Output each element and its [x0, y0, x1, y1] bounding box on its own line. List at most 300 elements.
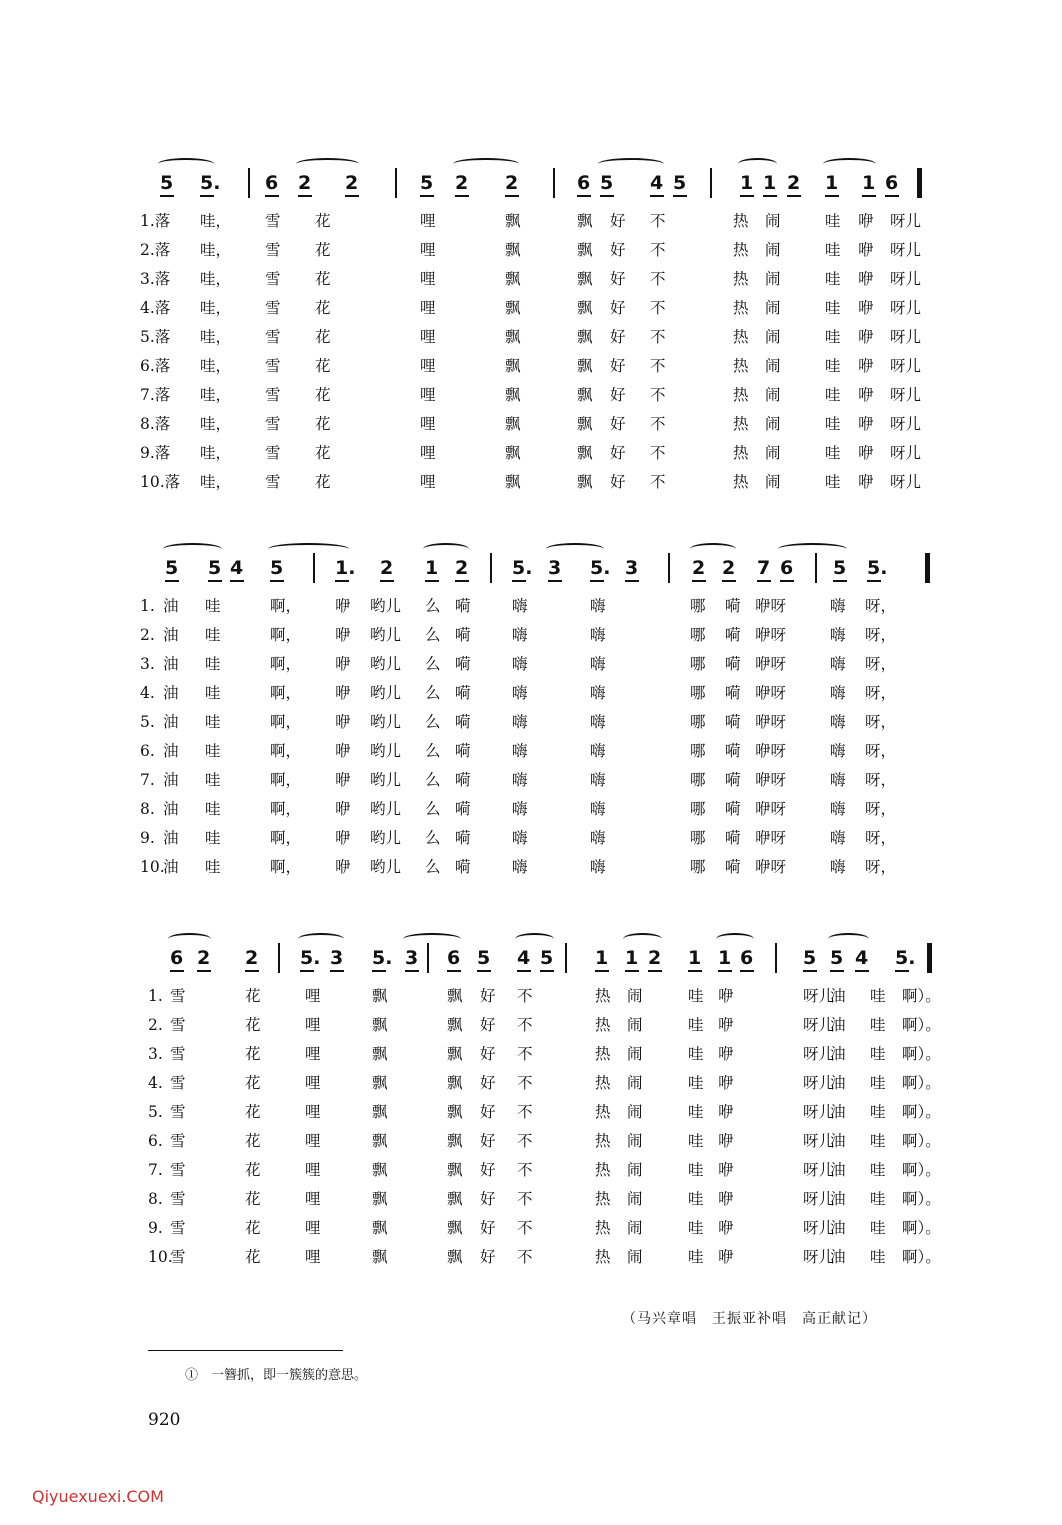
lyric-syllable: 呀儿 [803, 1248, 835, 1266]
beam-underline [455, 195, 469, 197]
lyric-syllable: 咿 [718, 1190, 734, 1208]
lyric-syllable: 油 [163, 597, 179, 615]
lyric-syllable: 嗬 [455, 858, 471, 876]
lyric-syllable: 嗬 [455, 626, 471, 644]
lyric-syllable: 飘 [372, 1016, 388, 1034]
note: 6 [265, 172, 279, 194]
bar-line [395, 168, 397, 198]
note: 2 [197, 947, 211, 969]
lyric-syllable: 么 [425, 829, 441, 847]
note: 5 [477, 947, 491, 969]
lyric-syllable: 不 [517, 1161, 533, 1179]
note: 2 [455, 557, 469, 579]
note: 3 [548, 557, 562, 579]
lyric-syllable: 飘 [505, 328, 521, 346]
lyric-syllable: 不 [650, 444, 666, 462]
lyric-syllable: 嗬 [725, 655, 741, 673]
lyric-syllable: 咿呀 [755, 684, 787, 702]
slur-mark [828, 933, 869, 945]
lyric-syllable: 哇 [825, 270, 841, 288]
bar-line [427, 943, 429, 973]
lyric-syllable: 不 [650, 415, 666, 433]
lyric-syllable: 雪 [170, 1016, 186, 1034]
lyric-syllable: 啊）。 [902, 1161, 941, 1179]
lyric-syllable: 哇 [688, 1161, 704, 1179]
lyric-syllable: 么 [425, 597, 441, 615]
lyric-syllable: 嗬 [725, 829, 741, 847]
lyric-syllable: 哟儿 [370, 684, 402, 702]
lyric-syllable: 雪 [265, 386, 281, 404]
lyric-syllable: 不 [517, 1016, 533, 1034]
lyric-syllable: 闹 [627, 1045, 643, 1063]
lyric-syllable: 嗨 [512, 829, 528, 847]
lyric-syllable: 闹 [627, 1132, 643, 1150]
slur-mark [823, 158, 876, 170]
lyric-syllable: 1.落 [140, 212, 171, 230]
lyric-syllable: 咿 [335, 829, 351, 847]
note: 2 [648, 947, 662, 969]
lyric-syllable: 哟儿 [370, 829, 402, 847]
note: 1. [335, 557, 356, 579]
lyric-syllable: 哪 [690, 626, 706, 644]
bar-line [248, 168, 250, 198]
note: 2 [245, 947, 259, 969]
lyric-syllable: 哪 [690, 655, 706, 673]
lyric-syllable: 呀儿 [803, 1045, 835, 1063]
lyric-syllable: 咿 [718, 1016, 734, 1034]
lyric-syllable: 闹 [627, 1016, 643, 1034]
lyric-syllable: 花 [315, 444, 331, 462]
lyric-syllable: 嗨 [512, 626, 528, 644]
lyric-syllable: 么 [425, 684, 441, 702]
lyric-syllable: 雪 [265, 415, 281, 433]
beam-underline [722, 580, 736, 582]
lyric-syllable: 嗨 [512, 713, 528, 731]
bar-line [775, 943, 777, 973]
beam-underline [208, 580, 222, 582]
lyric-syllable: 哇， [200, 386, 232, 404]
lyric-syllable: 飘 [447, 1190, 463, 1208]
lyric-syllable: 哇， [200, 473, 232, 491]
note: 2 [380, 557, 394, 579]
lyric-syllable: 哩 [305, 1132, 321, 1150]
lyric-syllable: 哪 [690, 742, 706, 760]
lyric-syllable: 哩 [305, 1248, 321, 1266]
lyric-syllable: 哇 [688, 1016, 704, 1034]
lyric-syllable: 花 [315, 299, 331, 317]
lyric-syllable: 哇 [825, 444, 841, 462]
lyric-syllable: 油 [830, 1103, 846, 1121]
lyric-syllable: 哇 [688, 1074, 704, 1092]
lyric-syllable: 闹 [765, 386, 781, 404]
lyric-syllable: 哇 [205, 684, 221, 702]
beam-underline [855, 970, 869, 972]
beam-underline [595, 970, 609, 972]
lyric-syllable: 好 [610, 270, 626, 288]
lyric-syllable: 雪 [170, 1103, 186, 1121]
lyric-syllable: 飘 [577, 241, 593, 259]
lyric-syllable: 咿 [718, 1248, 734, 1266]
lyric-syllable: 哟儿 [370, 626, 402, 644]
lyric-syllable: 花 [315, 357, 331, 375]
beam-underline [265, 195, 279, 197]
lyric-syllable: 哇 [825, 328, 841, 346]
lyric-syllable: 哪 [690, 858, 706, 876]
lyric-syllable: 嗨 [512, 800, 528, 818]
lyric-syllable: 8.落 [140, 415, 171, 433]
lyric-syllable: 飘 [447, 1219, 463, 1237]
lyric-syllable: 哇 [205, 713, 221, 731]
lyric-syllable: 呀， [865, 829, 897, 847]
beam-underline [405, 970, 419, 972]
bar-line [553, 168, 555, 198]
lyric-syllable: 嗨 [830, 771, 846, 789]
lyric-syllable: 呀儿 [803, 1103, 835, 1121]
lyric-syllable: 哩 [305, 1045, 321, 1063]
lyric-syllable: 油 [830, 1219, 846, 1237]
lyric-syllable: 飘 [505, 212, 521, 230]
lyric-syllable: 热 [733, 473, 749, 491]
lyric-syllable: 呀儿 [803, 1016, 835, 1034]
bar-line [925, 553, 930, 583]
lyric-syllable: 哇 [870, 1016, 886, 1034]
lyric-syllable: 不 [650, 386, 666, 404]
lyric-syllable: 好 [480, 1219, 496, 1237]
bar-line [313, 553, 315, 583]
lyric-syllable: 不 [650, 357, 666, 375]
lyric-syllable: 花 [245, 1161, 261, 1179]
lyric-syllable: 飘 [577, 415, 593, 433]
lyric-syllable: 好 [480, 1161, 496, 1179]
lyric-syllable: 花 [245, 987, 261, 1005]
beam-underline [885, 195, 899, 197]
lyric-syllable: 花 [315, 415, 331, 433]
lyric-syllable: 嗨 [590, 684, 606, 702]
lyric-syllable: 花 [315, 241, 331, 259]
lyric-syllable: 闹 [765, 299, 781, 317]
lyric-syllable: 雪 [170, 1045, 186, 1063]
lyric-syllable: 咿 [858, 386, 874, 404]
lyric-syllable: 哇 [688, 1190, 704, 1208]
lyric-syllable: 啊）。 [902, 1190, 941, 1208]
lyric-syllable: 呀儿 [890, 299, 922, 317]
slur-mark [716, 933, 754, 945]
lyric-syllable: 飘 [372, 1045, 388, 1063]
lyric-syllable: 哩 [305, 1074, 321, 1092]
lyric-syllable: 闹 [627, 1103, 643, 1121]
beam-underline [270, 580, 284, 582]
lyric-syllable: 哟儿 [370, 742, 402, 760]
lyric-syllable: 哩 [420, 212, 436, 230]
lyric-syllable: 呀， [865, 713, 897, 731]
lyric-syllable: 闹 [765, 473, 781, 491]
lyric-syllable: 啊）。 [902, 1016, 941, 1034]
lyric-syllable: 油 [163, 626, 179, 644]
lyric-syllable: 哇 [870, 987, 886, 1005]
lyric-syllable: 花 [315, 212, 331, 230]
lyric-syllable: 4. [140, 684, 155, 702]
lyric-syllable: 咿 [718, 987, 734, 1005]
note: 5 [208, 557, 222, 579]
note: 5 [833, 557, 847, 579]
lyric-syllable: 飘 [372, 1190, 388, 1208]
lyric-syllable: 油 [830, 1190, 846, 1208]
lyric-syllable: 哇， [200, 270, 232, 288]
lyric-syllable: 咿 [718, 1103, 734, 1121]
lyric-syllable: 7. [140, 771, 155, 789]
lyric-syllable: 飘 [447, 1248, 463, 1266]
lyric-syllable: 嗨 [512, 858, 528, 876]
lyric-syllable: 闹 [627, 1248, 643, 1266]
lyric-syllable: 哇， [200, 444, 232, 462]
lyric-syllable: 油 [163, 655, 179, 673]
note: 1 [718, 947, 732, 969]
note: 2 [298, 172, 312, 194]
lyric-syllable: 哩 [305, 1016, 321, 1034]
lyric-syllable: 10.落 [140, 473, 181, 491]
lyric-syllable: 飘 [447, 1016, 463, 1034]
lyric-syllable: 嗨 [590, 597, 606, 615]
lyric-syllable: 呀， [865, 858, 897, 876]
lyric-syllable: 嗬 [455, 742, 471, 760]
lyric-syllable: 飘 [447, 1161, 463, 1179]
lyric-syllable: 热 [595, 1161, 611, 1179]
lyric-syllable: 飘 [577, 270, 593, 288]
note: 6 [780, 557, 794, 579]
lyric-syllable: 么 [425, 713, 441, 731]
lyric-syllable: 雪 [265, 299, 281, 317]
lyric-syllable: 咿 [718, 1161, 734, 1179]
lyric-syllable: 油 [830, 1016, 846, 1034]
lyric-syllable: 啊， [270, 858, 302, 876]
lyric-syllable: 飘 [577, 357, 593, 375]
lyric-syllable: 么 [425, 858, 441, 876]
lyric-syllable: 哇， [200, 299, 232, 317]
lyric-syllable: 3.落 [140, 270, 171, 288]
lyric-syllable: 哇 [205, 829, 221, 847]
note: 5 [270, 557, 284, 579]
lyric-syllable: 咿 [335, 771, 351, 789]
lyric-syllable: 哩 [420, 241, 436, 259]
lyric-syllable: 咿呀 [755, 597, 787, 615]
lyric-syllable: 哩 [420, 270, 436, 288]
lyric-syllable: 嗬 [455, 597, 471, 615]
lyric-syllable: 哇， [200, 415, 232, 433]
lyric-syllable: 哇 [870, 1103, 886, 1121]
lyric-syllable: 嗨 [590, 858, 606, 876]
lyric-syllable: 哇 [205, 742, 221, 760]
lyric-syllable: 嗬 [455, 713, 471, 731]
beam-underline [577, 195, 591, 197]
lyric-syllable: 呀儿 [803, 1219, 835, 1237]
lyric-syllable: 呀儿 [803, 987, 835, 1005]
lyric-syllable: 哟儿 [370, 771, 402, 789]
note: 5 [160, 172, 174, 194]
lyric-syllable: 花 [245, 1016, 261, 1034]
lyric-syllable: 啊， [270, 800, 302, 818]
note: 2 [787, 172, 801, 194]
note: 6 [577, 172, 591, 194]
lyric-syllable: 哇， [200, 212, 232, 230]
lyric-syllable: 飘 [505, 386, 521, 404]
lyric-syllable: 油 [163, 713, 179, 731]
lyric-syllable: 呀， [865, 684, 897, 702]
lyric-syllable: 呀儿 [803, 1074, 835, 1092]
lyric-syllable: 好 [480, 1190, 496, 1208]
lyric-syllable: 雪 [265, 444, 281, 462]
lyric-syllable: 啊， [270, 597, 302, 615]
beam-underline [477, 970, 491, 972]
lyric-syllable: 热 [595, 1016, 611, 1034]
beam-underline [372, 970, 386, 972]
lyric-syllable: 飘 [577, 328, 593, 346]
lyric-syllable: 啊）。 [902, 987, 941, 1005]
lyric-syllable: 哇 [205, 771, 221, 789]
lyric-syllable: 哩 [305, 1190, 321, 1208]
lyric-syllable: 咿 [335, 713, 351, 731]
lyric-syllable: 哩 [420, 444, 436, 462]
lyric-syllable: 不 [650, 241, 666, 259]
lyric-syllable: 花 [315, 473, 331, 491]
lyric-syllable: 咿呀 [755, 713, 787, 731]
note: 5. [590, 557, 611, 579]
lyric-syllable: 闹 [627, 1190, 643, 1208]
note: 5 [673, 172, 687, 194]
lyric-syllable: 嗨 [512, 771, 528, 789]
lyric-syllable: 哪 [690, 771, 706, 789]
note: 2 [345, 172, 359, 194]
slur-mark [546, 543, 604, 555]
beam-underline [245, 970, 259, 972]
lyric-syllable: 4.落 [140, 299, 171, 317]
lyric-syllable: 油 [830, 987, 846, 1005]
beam-underline [787, 195, 801, 197]
lyric-syllable: 嗬 [725, 684, 741, 702]
lyric-syllable: 咿 [718, 1045, 734, 1063]
beam-underline [345, 195, 359, 197]
lyric-syllable: 哩 [305, 1161, 321, 1179]
lyric-syllable: 咿 [335, 626, 351, 644]
lyric-syllable: 热 [595, 1190, 611, 1208]
beam-underline [803, 970, 817, 972]
lyric-syllable: 飘 [577, 386, 593, 404]
lyric-syllable: 闹 [765, 357, 781, 375]
lyric-syllable: 2. [148, 1016, 163, 1034]
lyric-syllable: 热 [595, 1074, 611, 1092]
note: 2 [455, 172, 469, 194]
lyric-syllable: 呀儿 [890, 328, 922, 346]
lyric-syllable: 热 [733, 212, 749, 230]
lyric-syllable: 哇 [825, 386, 841, 404]
lyric-syllable: 哇 [688, 1132, 704, 1150]
lyric-syllable: 9. [148, 1219, 163, 1237]
beam-underline [862, 195, 876, 197]
watermark: Qiyuexuexi.COM [32, 1487, 164, 1506]
lyric-syllable: 好 [610, 357, 626, 375]
lyric-syllable: 7.落 [140, 386, 171, 404]
lyric-syllable: 哇 [870, 1219, 886, 1237]
slur-mark [296, 158, 359, 170]
slur-mark [163, 543, 222, 555]
lyric-syllable: 闹 [765, 444, 781, 462]
lyric-syllable: 好 [610, 212, 626, 230]
lyric-syllable: 不 [650, 299, 666, 317]
lyric-syllable: 热 [733, 299, 749, 317]
lyric-syllable: 雪 [170, 987, 186, 1005]
lyric-syllable: 啊， [270, 655, 302, 673]
lyric-syllable: 呀， [865, 800, 897, 818]
lyric-syllable: 油 [830, 1248, 846, 1266]
lyric-syllable: 热 [595, 1219, 611, 1237]
beam-underline [447, 970, 461, 972]
lyric-syllable: 哇 [205, 597, 221, 615]
note: 4 [855, 947, 869, 969]
lyric-syllable: 嗨 [590, 771, 606, 789]
lyric-syllable: 呀， [865, 655, 897, 673]
slur-mark [158, 158, 214, 170]
lyric-syllable: 不 [517, 1248, 533, 1266]
lyric-syllable: 10. [148, 1248, 173, 1266]
note: 4 [230, 557, 244, 579]
beam-underline [420, 195, 434, 197]
footnote: ① 一簪抓，即一簇簇的意思。 [185, 1368, 368, 1383]
lyric-syllable: 咿 [335, 684, 351, 702]
lyric-syllable: 呀， [865, 742, 897, 760]
lyric-syllable: 嗨 [830, 829, 846, 847]
lyric-syllable: 嗨 [512, 597, 528, 615]
lyric-syllable: 好 [610, 241, 626, 259]
lyric-syllable: 哇 [688, 1219, 704, 1237]
lyric-syllable: 好 [480, 987, 496, 1005]
bar-line [927, 943, 932, 973]
lyric-syllable: 嗨 [830, 742, 846, 760]
lyric-syllable: 热 [733, 328, 749, 346]
lyric-syllable: 嗨 [590, 655, 606, 673]
note: 6 [740, 947, 754, 969]
lyric-syllable: 嗨 [590, 800, 606, 818]
lyric-syllable: 嗨 [830, 713, 846, 731]
lyric-syllable: 咿呀 [755, 742, 787, 760]
lyric-syllable: 好 [610, 386, 626, 404]
lyric-syllable: 呀儿 [890, 473, 922, 491]
lyric-syllable: 咿呀 [755, 829, 787, 847]
lyric-syllable: 咿 [335, 800, 351, 818]
lyric-syllable: 好 [480, 1248, 496, 1266]
beam-underline [763, 195, 777, 197]
note: 5. [200, 172, 221, 194]
lyric-syllable: 好 [610, 444, 626, 462]
lyric-syllable: 2. [140, 626, 155, 644]
lyric-syllable: 闹 [765, 241, 781, 259]
lyric-syllable: 哪 [690, 713, 706, 731]
lyric-syllable: 哟儿 [370, 597, 402, 615]
beam-underline [590, 580, 604, 582]
lyric-syllable: 热 [595, 1248, 611, 1266]
lyric-syllable: 不 [650, 212, 666, 230]
lyric-syllable: 闹 [627, 1161, 643, 1179]
lyric-syllable: 哇 [825, 212, 841, 230]
slur-mark [690, 543, 736, 555]
lyric-syllable: 么 [425, 800, 441, 818]
lyric-syllable: 不 [517, 1132, 533, 1150]
lyric-syllable: 油 [163, 858, 179, 876]
lyric-syllable: 飘 [372, 1103, 388, 1121]
note: 5. [300, 947, 321, 969]
lyric-syllable: 飘 [372, 1248, 388, 1266]
lyric-syllable: 热 [733, 444, 749, 462]
lyric-syllable: 啊）。 [902, 1074, 941, 1092]
lyric-syllable: 啊， [270, 684, 302, 702]
